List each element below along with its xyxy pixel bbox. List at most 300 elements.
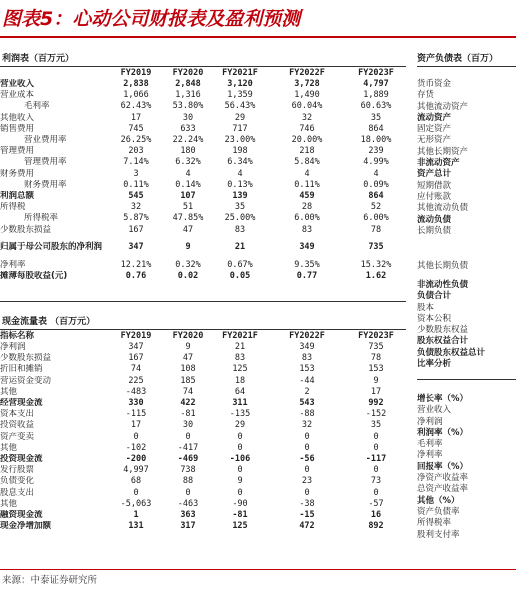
ratio-analysis-items	[417, 394, 516, 541]
cell-value: 88	[182, 476, 194, 487]
cell-value: 83	[301, 224, 313, 235]
cell-value: 239	[368, 146, 384, 157]
cell-value: 53.80%	[172, 101, 204, 112]
cell-value: 153	[368, 364, 384, 375]
list-item: 短期借款	[417, 180, 452, 191]
cell-value: 864	[368, 123, 384, 134]
cell-value: 32	[130, 202, 142, 213]
cell-value: 17	[370, 386, 382, 397]
source-note: 来源：中泰证券研究所	[2, 575, 98, 586]
cell-value: 185	[180, 375, 196, 386]
table-header-row	[0, 67, 406, 79]
row-label: 折旧和摊销	[0, 364, 43, 375]
cell-value: 0	[237, 442, 243, 453]
list-item: 其他长期资产	[417, 146, 469, 157]
cell-value: 107	[180, 190, 196, 201]
cell-value: 167	[128, 353, 144, 364]
cell-value: 32	[301, 112, 313, 123]
cell-value: 746	[299, 123, 315, 134]
table-row	[0, 236, 406, 260]
cell-value: 3	[133, 168, 139, 179]
table-row	[0, 387, 406, 398]
cell-value: 153	[299, 364, 315, 375]
cell-value: 21	[234, 342, 246, 353]
list-item: 利润率（%）	[417, 427, 469, 438]
row-label: 股息支出	[0, 487, 35, 498]
year-header: FY2020	[172, 67, 204, 78]
cell-value: -81	[232, 509, 248, 520]
table-row	[0, 202, 406, 213]
table-row	[0, 353, 406, 364]
cell-value: 21	[234, 242, 246, 253]
cell-value: 32	[301, 420, 313, 431]
table-row	[0, 124, 406, 135]
table-header-row	[0, 330, 406, 342]
cell-value: 198	[232, 146, 248, 157]
cell-value: 3,728	[294, 79, 320, 90]
cell-value: 2,848	[175, 79, 201, 90]
cell-value: 0	[237, 487, 243, 498]
list-item: 比率分析	[417, 359, 452, 370]
row-label: 摊薄每股收益(元)	[0, 270, 68, 281]
cell-value: 0	[373, 465, 379, 476]
table-row	[0, 213, 406, 224]
row-label: 营业收入	[0, 79, 35, 90]
cell-value: 543	[299, 398, 315, 409]
table-row	[0, 420, 406, 431]
balance-sheet-items-lower	[417, 280, 516, 370]
cell-value: 6.00%	[294, 213, 320, 224]
list-item: 非流动性负债	[417, 280, 469, 290]
cell-value: 83	[301, 353, 313, 364]
cell-value: -38	[299, 498, 315, 509]
list-item: 负债股东权益总计	[417, 347, 486, 358]
balance-sheet-items	[417, 79, 516, 237]
list-item: 资产总计	[417, 169, 452, 180]
list-item: 回报率（%）	[417, 461, 469, 472]
row-label: 所得税	[0, 202, 26, 213]
row-label: 经营现金流	[0, 398, 43, 409]
cell-value: 0	[373, 442, 379, 453]
cell-value: 1,066	[123, 90, 149, 101]
cell-value: 6.32%	[175, 157, 201, 168]
cell-value: -15	[299, 509, 315, 520]
row-label: 营运资金变动	[0, 375, 52, 386]
cell-value: 17	[130, 112, 142, 123]
cell-value: 35	[370, 420, 382, 431]
cell-value: 0.76	[125, 270, 147, 281]
row-label: 其他	[0, 442, 18, 453]
table-row	[0, 113, 406, 124]
balance-sheet-gap-item	[417, 261, 516, 272]
cell-value: 9	[373, 375, 379, 386]
cell-value: 139	[232, 190, 248, 201]
cell-value: 6.00%	[363, 213, 389, 224]
list-item: 无形资产	[417, 135, 452, 146]
income-statement-header: 利润表（百万元）	[2, 54, 75, 64]
cell-value: 0	[304, 431, 310, 442]
ratio-rule	[417, 379, 516, 380]
cell-value: -115	[125, 409, 147, 420]
cell-value: 7.14%	[123, 157, 149, 168]
row-label: 营业成本	[0, 90, 35, 101]
title-rule	[0, 36, 516, 38]
cell-value: 0	[185, 487, 191, 498]
cell-value: 347	[128, 242, 144, 253]
cell-value: 16	[370, 509, 382, 520]
table-row	[0, 101, 406, 112]
cell-value: 311	[232, 398, 248, 409]
cell-value: 20.00%	[291, 135, 323, 146]
cell-value: 4,997	[123, 465, 149, 476]
cell-value: 1	[133, 509, 139, 520]
list-item: 其他长期负债	[417, 261, 469, 271]
cell-value: 30	[182, 112, 194, 123]
cell-value: -102	[125, 442, 147, 453]
cell-value: 1.62	[365, 270, 387, 281]
cell-value: -463	[177, 498, 199, 509]
cell-value: 28	[301, 202, 313, 213]
cell-value: 0.11%	[123, 179, 149, 190]
cell-value: -90	[232, 498, 248, 509]
cell-value: 218	[299, 146, 315, 157]
cell-value: 4.99%	[363, 157, 389, 168]
list-item: 净利润	[417, 416, 443, 427]
row-label: 毛利率	[24, 101, 50, 112]
table-row	[0, 364, 406, 375]
cell-value: 83	[234, 353, 246, 364]
cell-value: 0.05	[229, 270, 251, 281]
row-label: 财务费用率	[24, 179, 67, 190]
cell-value: 4	[237, 168, 243, 179]
cell-value: -152	[365, 409, 387, 420]
cell-value: 0	[133, 487, 139, 498]
cell-value: 717	[232, 123, 248, 134]
cell-value: 74	[130, 364, 142, 375]
cell-value: 0.14%	[175, 179, 201, 190]
cell-value: 0.11%	[294, 179, 320, 190]
table-row	[0, 476, 406, 487]
table-row	[0, 342, 406, 353]
row-label: 资产变卖	[0, 431, 35, 442]
cell-value: 0.67%	[227, 259, 253, 270]
cell-value: 108	[180, 364, 196, 375]
row-label: 财务费用	[0, 168, 35, 179]
year-header: FY2022F	[289, 330, 325, 341]
cell-value: 1,359	[227, 90, 253, 101]
row-label: 投资现金流	[0, 453, 43, 464]
cell-value: 0.13%	[227, 179, 253, 190]
cell-value: 0	[304, 487, 310, 498]
list-item: 流动资产	[417, 112, 452, 123]
list-item: 负债合计	[417, 291, 452, 302]
cell-value: -135	[229, 409, 251, 420]
balance-sheet-header: 资产负债表（百万）	[417, 54, 499, 64]
row-label: 少数股东损益	[0, 353, 52, 364]
row-label: 投资收益	[0, 420, 35, 431]
list-item: 少数股东权益	[417, 325, 469, 336]
list-item: 股东权益合计	[417, 336, 469, 347]
cell-value: 35	[370, 112, 382, 123]
cell-value: 9	[237, 476, 243, 487]
cell-value: 735	[368, 242, 384, 253]
year-header: FY2022F	[289, 67, 325, 78]
list-item: 营业收入	[417, 405, 452, 416]
cell-value: 633	[180, 123, 196, 134]
row-label: 现金净增加额	[0, 521, 52, 532]
row-label: 管理费用率	[24, 157, 67, 168]
cell-value: 4	[185, 168, 191, 179]
cell-value: 23.00%	[224, 135, 256, 146]
cell-value: -5,063	[120, 498, 152, 509]
cell-value: 125	[232, 364, 248, 375]
year-header: FY2019	[120, 330, 152, 341]
cell-value: 0.32%	[175, 259, 201, 270]
table-row	[0, 135, 406, 146]
cell-value: 60.63%	[360, 101, 392, 112]
cell-value: 9	[185, 242, 191, 253]
cell-value: 60.04%	[291, 101, 323, 112]
cell-value: 3,120	[227, 79, 253, 90]
row-label: 少数股东损益	[0, 224, 52, 235]
table-row	[0, 191, 406, 202]
list-item: 资本公积	[417, 313, 452, 324]
cell-value: 0	[304, 465, 310, 476]
row-label: 营业费用率	[24, 135, 67, 146]
list-item: 股利支付率	[417, 529, 460, 540]
cell-value: 23	[301, 476, 313, 487]
list-item: 长期负债	[417, 225, 452, 236]
row-label: 其他	[0, 386, 18, 397]
list-item: 存货	[417, 90, 435, 101]
list-item: 股本	[417, 302, 435, 313]
row-label: 净利率	[0, 259, 26, 270]
list-item: 增长率（%）	[417, 394, 469, 404]
cell-value: 225	[128, 375, 144, 386]
list-item: 所得税率	[417, 518, 452, 529]
column-title	[0, 67, 108, 79]
cell-value: 4	[373, 168, 379, 179]
cell-value: 18.00%	[360, 135, 392, 146]
cell-value: 0.77	[296, 270, 318, 281]
list-item: 固定资产	[417, 124, 452, 135]
row-label: 发行股票	[0, 465, 35, 476]
cell-value: 0.02	[177, 270, 199, 281]
table-row	[0, 487, 406, 498]
cell-value: 2,838	[123, 79, 149, 90]
cell-value: 78	[370, 353, 382, 364]
cell-value: 29	[234, 112, 246, 123]
cell-value: 47.85%	[172, 213, 204, 224]
cell-value: 0	[133, 431, 139, 442]
table-row	[0, 510, 406, 521]
cell-value: 22.24%	[172, 135, 204, 146]
cell-value: 0	[373, 487, 379, 498]
table-row	[0, 169, 406, 180]
cell-value: 64	[234, 386, 246, 397]
cell-value: 0	[304, 442, 310, 453]
cashflow-statement-header: 现金流量表 （百万元）	[2, 317, 96, 327]
table-row	[0, 454, 406, 465]
cell-value: 363	[180, 509, 196, 520]
table-row	[0, 180, 406, 191]
cell-value: 26.25%	[120, 135, 152, 146]
cell-value: 62.43%	[120, 101, 152, 112]
table-row	[0, 409, 406, 420]
cell-value: 15.32%	[360, 259, 392, 270]
cell-value: 78	[370, 224, 382, 235]
cell-value: 0	[237, 431, 243, 442]
cell-value: 125	[232, 521, 248, 532]
list-item: 其他流动资产	[417, 101, 469, 112]
list-item: 货币资金	[417, 79, 452, 89]
row-label: 归属于母公司股东的净利润	[0, 242, 103, 253]
list-item: 净资产收益率	[417, 473, 469, 484]
cell-value: -44	[299, 375, 315, 386]
cell-value: 422	[180, 398, 196, 409]
year-header: FY2019	[120, 67, 152, 78]
cell-value: -417	[177, 442, 199, 453]
cell-value: 5.84%	[294, 157, 320, 168]
cell-value: 9	[185, 342, 191, 353]
income-statement-table	[0, 67, 406, 282]
income-bottom-rule	[0, 301, 406, 302]
table-row	[0, 271, 406, 282]
table-row	[0, 260, 406, 271]
cell-value: 5.87%	[123, 213, 149, 224]
cell-value: 735	[368, 342, 384, 353]
cell-value: 47	[182, 224, 194, 235]
cell-value: 2	[304, 386, 310, 397]
cell-value: 203	[128, 146, 144, 157]
row-label: 其他	[0, 498, 18, 509]
cell-value: 1,316	[175, 90, 201, 101]
cashflow-statement-table	[0, 330, 406, 532]
table-row	[0, 90, 406, 101]
cell-value: 52	[370, 202, 382, 213]
cell-value: 35	[234, 202, 246, 213]
table-row	[0, 521, 406, 532]
cell-value: 992	[368, 398, 384, 409]
cell-value: 459	[299, 190, 315, 201]
cell-value: 30	[182, 420, 194, 431]
cell-value: 180	[180, 146, 196, 157]
cell-value: 472	[299, 521, 315, 532]
row-label: 销售费用	[0, 123, 35, 134]
row-label: 利润总额	[0, 190, 35, 201]
table-row	[0, 146, 406, 157]
cell-value: 167	[128, 224, 144, 235]
cell-value: 349	[299, 342, 315, 353]
cell-value: 892	[368, 521, 384, 532]
list-item: 其他流动负债	[417, 203, 469, 214]
cell-value: 4,797	[363, 79, 389, 90]
cell-value: 545	[128, 190, 144, 201]
cell-value: -469	[177, 453, 199, 464]
cell-value: 349	[299, 242, 315, 253]
row-label: 负债变化	[0, 476, 35, 487]
cell-value: -483	[125, 386, 147, 397]
table-row	[0, 443, 406, 454]
row-label: 净利润	[0, 342, 26, 353]
cell-value: -200	[125, 453, 147, 464]
cell-value: 317	[180, 521, 196, 532]
cell-value: -88	[299, 409, 315, 420]
table-row	[0, 157, 406, 168]
year-header: FY2023F	[358, 67, 394, 78]
cell-value: 56.43%	[224, 101, 256, 112]
cell-value: 47	[182, 353, 194, 364]
row-label: 所得税率	[24, 213, 59, 224]
column-title: 指标名称	[0, 330, 35, 341]
year-header: FY2021F	[222, 330, 258, 341]
cell-value: 745	[128, 123, 144, 134]
cell-value: 4	[304, 168, 310, 179]
cell-value: 0	[237, 465, 243, 476]
table-row	[0, 432, 406, 443]
cell-value: -106	[229, 453, 251, 464]
cell-value: 864	[368, 190, 384, 201]
cell-value: -81	[180, 409, 196, 420]
cell-value: 1,889	[363, 90, 389, 101]
table-row	[0, 224, 406, 235]
figure-title: 图表5：心动公司财报表及盈利预测	[2, 8, 301, 30]
table-row	[0, 499, 406, 510]
list-item: 应付账款	[417, 191, 452, 202]
cell-value: 83	[234, 224, 246, 235]
cell-value: 0.09%	[363, 179, 389, 190]
list-item: 净利率	[417, 450, 443, 461]
list-item: 其他（%）	[417, 495, 460, 506]
cell-value: 12.21%	[120, 259, 152, 270]
cell-value: 330	[128, 398, 144, 409]
table-row	[0, 398, 406, 409]
cell-value: 347	[128, 342, 144, 353]
cell-value: 0	[185, 431, 191, 442]
list-item: 流动负债	[417, 214, 452, 225]
cell-value: 18	[234, 375, 246, 386]
cell-value: 73	[370, 476, 382, 487]
row-label: 其他收入	[0, 112, 35, 123]
cell-value: -56	[299, 453, 315, 464]
list-item: 总资产收益率	[417, 484, 469, 495]
row-label: 资本支出	[0, 409, 35, 420]
balance-header-rule	[417, 66, 516, 67]
cell-value: 29	[234, 420, 246, 431]
cell-value: 0	[373, 431, 379, 442]
cell-value: 131	[128, 521, 144, 532]
cell-value: 74	[182, 386, 194, 397]
table-row	[0, 79, 406, 90]
cell-value: 51	[182, 202, 194, 213]
list-item: 非流动资产	[417, 158, 460, 169]
table-row	[0, 465, 406, 476]
cell-value: 25.00%	[224, 213, 256, 224]
cell-value: 17	[130, 420, 142, 431]
year-header: FY2020	[172, 330, 204, 341]
cell-value: 68	[130, 476, 142, 487]
cell-value: 6.34%	[227, 157, 253, 168]
list-item: 毛利率	[417, 439, 443, 450]
list-item: 资产负债率	[417, 506, 460, 517]
cell-value: -117	[365, 453, 387, 464]
cell-value: 1,490	[294, 90, 320, 101]
cell-value: 738	[180, 465, 196, 476]
year-header: FY2021F	[222, 67, 258, 78]
cell-value: 9.35%	[294, 259, 320, 270]
table-row	[0, 376, 406, 387]
row-label: 管理费用	[0, 146, 35, 157]
